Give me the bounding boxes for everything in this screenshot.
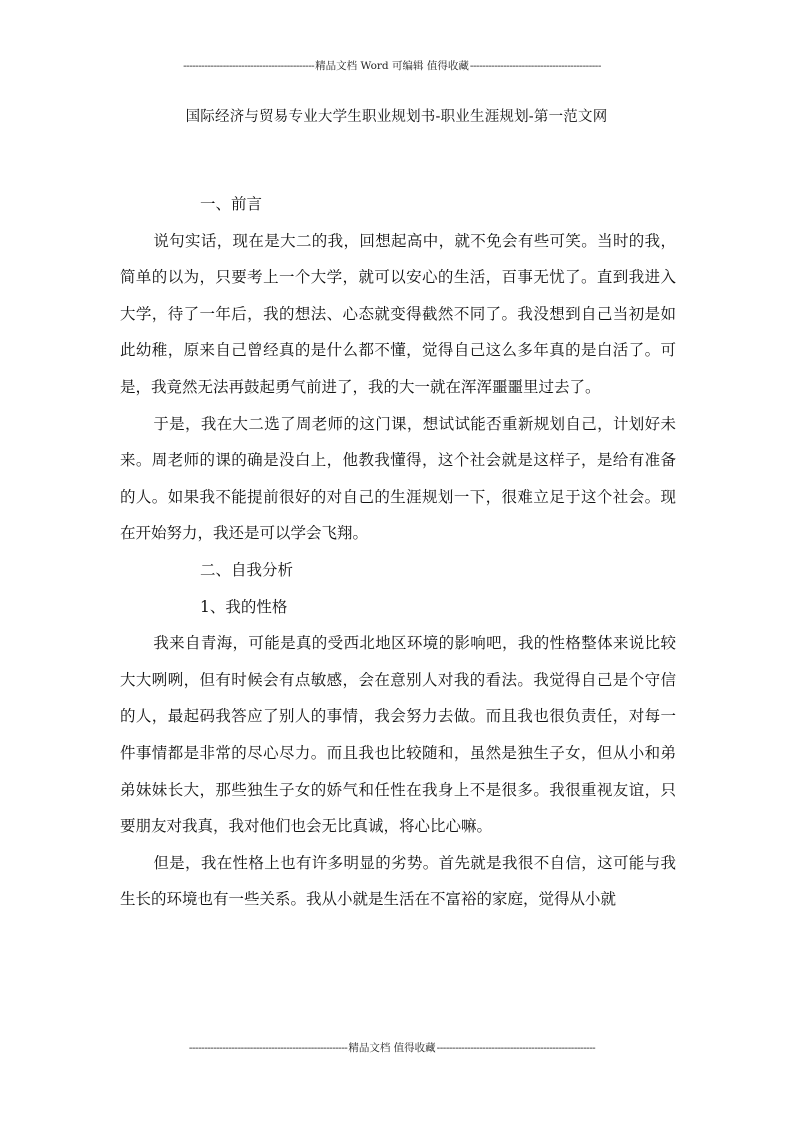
page-header <box>119 59 665 73</box>
header-label: 精品文档 Word 可编辑 值得收藏 <box>315 60 469 72</box>
subheading-personality: 1、我的性格 <box>200 597 288 616</box>
footer-label: 精品文档 值得收藏 <box>348 1042 436 1054</box>
header-left-rule: ------------------------------------------- <box>183 60 315 72</box>
paragraph: 于是，我在大二选了周老师的这门课，想试试能否重新规划自己，计划好未来。周老师的课的确是没白上，他教我懂得，这个社会就是这样子，是给有准备的人。如果我不能提前很好的对自己的生涯规划一下，很难立足于这个社会。现在开始努力，我还是可以学会飞翔。 <box>120 414 676 543</box>
document-body <box>120 186 676 918</box>
footer-left-rule: ---------------------------------------------------- <box>188 1042 348 1054</box>
paragraph: 说句实话，现在是大二的我，回想起高中，就不免会有些可笑。当时的我，简单的以为，只要考上一个大学，就可以安心的生活，百事无忧了。直到我进入大学，待了一年后，我的想法、心态就变得截然不同了。我没想到自己当初是如此幼稚，原来自己曾经真的是什么都不懂，觉得自己这么多年真的是白活了。可是，我竟然无法再鼓起勇气前进了，我的大一就在浑浑噩噩里过去了。 <box>120 231 676 396</box>
paragraph: 我来自青海，可能是真的受西北地区环境的影响吧，我的性格整体来说比较大大咧咧，但有时候会有点敏感，会在意别人对我的看法。我觉得自己是个守信的人，最起码我答应了别人的事情，我会努力去做。而且我也很负责任，对每一件事情都是非常的尽心尽力。而且我也比较随和，虽然是独生子女，但从小和弟弟妹妹长大，那些独生子女的娇气和任性在我身上不是很多。我很重视友谊，只要朋友对我真，我对他们也会无比真诚，将心比心嘛。 <box>120 634 676 836</box>
page-footer <box>119 1041 665 1055</box>
footer-right-rule: ---------------------------------------------------- <box>436 1042 596 1054</box>
section-heading-self-analysis: 二、自我分析 <box>200 560 294 579</box>
document-title: 国际经济与贸易专业大学生职业规划书-职业生涯规划-第一范文网 <box>185 109 608 125</box>
section-heading-preface: 一、前言 <box>200 195 263 213</box>
header-right-rule: ------------------------------------------- <box>469 60 601 72</box>
paragraph: 但是，我在性格上也有许多明显的劣势。首先就是我很不自信，这可能与我生长的环境也有一些关系。我从小就是生活在不富裕的家庭，觉得从小就 <box>120 853 676 909</box>
